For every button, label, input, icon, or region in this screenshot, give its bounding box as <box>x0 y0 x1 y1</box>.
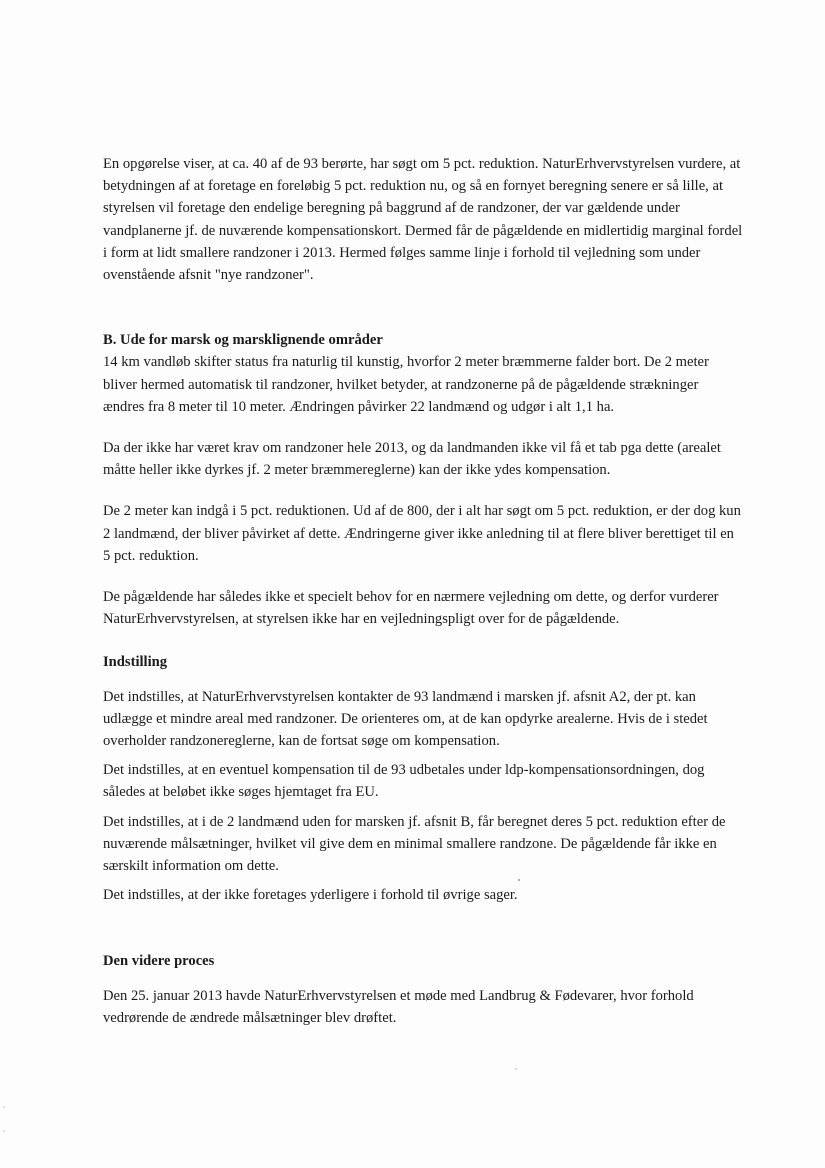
scan-speck <box>3 1106 5 1108</box>
section-b-paragraph-2: Da der ikke har været krav om randzoner hele 2013, og da landmanden ikke vil få et tab pga dette (arealet måtte heller ikke dyrkes jf. 2 meter bræmmereglerne) kan der ikke ydes kompensation. <box>103 440 721 479</box>
indstilling-heading: Indstilling <box>103 654 168 671</box>
section-b-paragraph-3: De 2 meter kan indgå i 5 pct. reduktionen. Ud af de 800, der i alt har søgt om 5 pct. reduktion, er der dog kun 2 landmænd, der bliver påvirket af dette. Ændringerne giver ikke anledning til at flere bliver berettiget til en 5 pct. reduktion. <box>103 503 741 564</box>
section-b-paragraph-4: De pågældende har således ikke et specielt behov for en nærmere vejledning om dette, og derfor vurderer NaturErhvervstyrelsen, at styrelsen ikke har en vejledningspligt over for de pågældende. <box>103 589 719 628</box>
scan-speck <box>515 1068 517 1070</box>
indstilling-paragraph-3: Det indstilles, at i de 2 landmænd uden for marsken jf. afsnit B, får beregnet deres 5 pct. reduktion efter de nuværende målsætninger, hvilket vil give dem en minimal smallere randzone. De pågældende får ikke en særskilt information om dette. <box>103 813 726 875</box>
scan-speck <box>518 879 520 881</box>
proces-paragraph-1: Den 25. januar 2013 havde NaturErhvervstyrelsen et møde med Landbrug & Fødevarer, hvor forhold vedrørende de ændrede målsætninger blev drøftet. <box>103 987 694 1026</box>
document-body <box>103 153 743 1029</box>
intro-paragraph: En opgørelse viser, at ca. 40 af de 93 berørte, har søgt om 5 pct. reduktion. NaturErhvervstyrelsen vurdere, at betydningen af at foretage en foreløbig 5 pct. reduktion nu, og så en fornyet beregning senere er så lille, at styrelsen vil foretage den endelige beregning på baggrund af de randzoner, der var gældende under vandplanerne jf. de nuværende kompensationskort. Dermed får de pågældende en midlertidig marginal fordel i form at lidt smallere randzoner i 2013. Hermed følges samme linje i forhold til vejledning som under ovenstående afsnit "nye randzoner". <box>103 156 743 284</box>
indstilling-paragraph-2: Det indstilles, at en eventuel kompensation til de 93 udbetales under ldp-kompensationsordningen, dog således at beløbet ikke søges hjemtaget fra EU. <box>103 762 705 801</box>
section-b-heading: B. Ude for marsk og marsklignende områder <box>103 332 383 349</box>
indstilling-paragraph-1: Det indstilles, at NaturErhvervstyrelsen kontakter de 93 landmænd i marsken jf. afsnit A2, der pt. kan udlægge et mindre areal med randzoner. De orienteres om, at de kan opdyrke arealerne. Hvis de i stedet overholder randzonereglerne, kan de fortsat søge om kompensation. <box>103 688 708 750</box>
scan-speck <box>3 1130 5 1132</box>
section-b-paragraph-1: 14 km vandløb skifter status fra naturlig til kunstig, hvorfor 2 meter bræmmerne falder bort. De 2 meter bliver hermed automatisk til randzoner, hvilket betyder, at randzonerne på de pågældende strækninger ændres fra 8 meter til 10 meter. Ændringen påvirker 22 landmænd og udgør i alt 1,1 ha. <box>103 354 709 415</box>
proces-heading: Den videre proces <box>103 953 215 970</box>
indstilling-paragraph-4: Det indstilles, at der ikke foretages yderligere i forhold til øvrige sager. <box>103 887 518 904</box>
